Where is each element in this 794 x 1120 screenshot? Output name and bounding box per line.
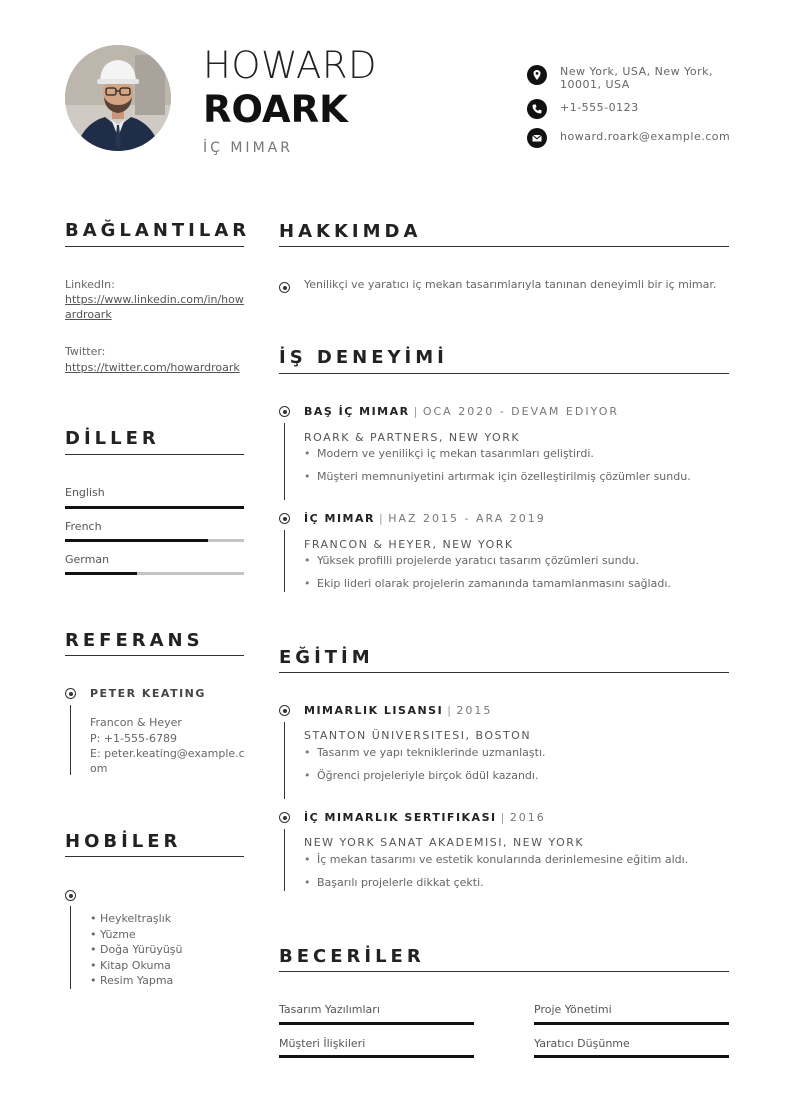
job-header <box>304 405 619 418</box>
language-level-bar <box>65 506 244 509</box>
education-bullet <box>304 746 546 759</box>
language-level-fill <box>65 539 208 542</box>
twitter-link[interactable]: https://twitter.com/howardroark <box>65 361 240 374</box>
skill-name: Yaratıcı Düşünme <box>534 1037 630 1050</box>
skills-divider <box>279 971 729 972</box>
education-section-title: EĞİTİM <box>279 647 374 668</box>
phone-icon <box>527 99 547 119</box>
education-bullet-text: Öğrenci projeleriyle birçok ödül kazandı. <box>317 769 539 782</box>
education-bullet <box>304 769 538 782</box>
job-date: OCA 2020 - DEVAM EDIYOR <box>422 405 619 418</box>
job-company: ROARK & PARTNERS, NEW YORK <box>304 431 521 444</box>
skill-level-bar <box>534 1022 729 1025</box>
hobbies-marker-icon <box>65 890 76 901</box>
job-title: İÇ MIMAR <box>203 140 293 156</box>
reference-name: PETER KEATING <box>90 687 206 700</box>
twitter-label: Twitter: <box>65 345 106 358</box>
languages-divider <box>65 454 244 455</box>
skill-name: Müşteri İlişkileri <box>279 1037 366 1050</box>
language-level-fill <box>65 506 244 509</box>
skill-name: Tasarım Yazılımları <box>279 1003 380 1016</box>
profile-photo <box>65 45 171 151</box>
skill-level-bar <box>279 1022 474 1025</box>
education-degree: İÇ MIMARLIK SERTIFIKASI <box>304 811 497 824</box>
contact-location-text: New York, USA, New York, 10001, USA <box>560 65 713 91</box>
job-timeline-line <box>284 530 285 592</box>
education-bullet-text: Tasarım ve yapı tekniklerinde uzmanlaştı. <box>317 746 546 759</box>
job-role: BAŞ İÇ MIMAR <box>304 405 410 418</box>
contact-email-text: howard.roark@example.com <box>560 130 731 143</box>
reference-timeline-line <box>70 705 71 775</box>
references-divider <box>65 655 244 656</box>
avatar <box>65 45 171 151</box>
about-text: Yenilikçi ve yaratıcı iç mekan tasarımlarıyla tanınan deneyimli bir iç mimar. <box>304 278 717 291</box>
bullet-icon: • <box>304 746 311 759</box>
job-bullet <box>304 447 594 460</box>
contact-location <box>527 65 737 91</box>
links-divider <box>65 246 244 247</box>
bullet-icon: • <box>304 876 311 889</box>
education-timeline-line <box>284 829 285 891</box>
education-date: 2015 <box>456 704 493 717</box>
hobby-item: • Yüzme <box>90 927 136 941</box>
bullet-icon: • <box>304 577 311 590</box>
languages-section-title: DİLLER <box>65 428 160 449</box>
links-section-title: BAĞLANTILAR <box>65 220 251 241</box>
experience-divider <box>279 373 729 374</box>
about-marker-icon <box>279 282 290 293</box>
education-school: NEW YORK SANAT AKADEMISI, NEW YORK <box>304 836 585 849</box>
bullet-icon: • <box>304 853 311 866</box>
job-bullet-text: Müşteri memnuniyetini artırmak için özelleştirilmiş çözümler sundu. <box>317 470 691 483</box>
language-name: English <box>65 486 105 499</box>
education-date: 2016 <box>509 811 546 824</box>
skill-name: Proje Yönetimi <box>534 1003 612 1016</box>
job-company: FRANCON & HEYER, NEW YORK <box>304 538 514 551</box>
job-separator: | <box>413 405 419 418</box>
job-bullet-text: Yüksek profilli projelerde yaratıcı tasarım çözümleri sundu. <box>317 554 640 567</box>
skills-section-title: BECERİLER <box>279 946 425 967</box>
reference-marker-icon <box>65 688 76 699</box>
education-divider <box>279 672 729 673</box>
linkedin-label: LinkedIn: <box>65 278 115 291</box>
job-role: İÇ MIMAR <box>304 512 375 525</box>
hobby-item: • Doğa Yürüyüşü <box>90 943 183 956</box>
education-bullet-text: Başarılı projelerle dikkat çekti. <box>317 876 484 889</box>
linkedin-link[interactable]: https://www.linkedin.com/in/howardroark <box>65 293 244 321</box>
skill-level-fill <box>279 1022 474 1025</box>
education-degree: MIMARLIK LISANSI <box>304 704 444 717</box>
education-bullet-text: İç mekan tasarımı ve estetik konularında derinlemesine eğitim aldı. <box>317 853 689 866</box>
skill-level-fill <box>279 1055 474 1058</box>
bullet-icon: • <box>304 554 311 567</box>
language-name: French <box>65 520 102 533</box>
skill-level-fill <box>534 1022 729 1025</box>
hobby-item: • Heykeltraşlık <box>90 912 172 925</box>
education-timeline-line <box>284 722 285 799</box>
reference-email: E: peter.keating@example.com <box>90 747 245 775</box>
education-bullet <box>304 876 484 889</box>
job-bullet <box>304 470 691 483</box>
contact-phone <box>527 99 737 119</box>
last-name: ROARK <box>203 88 348 131</box>
skill-level-bar <box>534 1055 729 1058</box>
job-separator: | <box>378 512 385 525</box>
education-bullet <box>304 853 688 866</box>
language-level-bar <box>65 572 244 575</box>
skill-level-bar <box>279 1055 474 1058</box>
language-name: German <box>65 553 110 566</box>
education-header <box>304 704 492 717</box>
education-separator: | <box>500 811 506 824</box>
bullet-icon: • <box>304 769 311 782</box>
hobbies-list <box>90 911 183 989</box>
contact-email <box>527 128 737 148</box>
education-separator: | <box>447 704 453 717</box>
job-bullet-text: Modern ve yenilikçi iç mekan tasarımları geliştirdi. <box>317 447 594 460</box>
about-divider <box>279 246 729 247</box>
first-name: HOWARD <box>203 44 378 87</box>
contact-phone-text: +1-555-0123 <box>560 101 639 114</box>
education-header <box>304 811 546 824</box>
language-level-bar <box>65 539 244 542</box>
hobbies-section-title: HOBİLER <box>65 831 182 852</box>
reference-phone: P: +1-555-6789 <box>90 732 177 745</box>
education-marker-icon <box>279 705 290 716</box>
job-bullet <box>304 554 639 567</box>
references-section-title: REFERANS <box>65 630 204 651</box>
education-school: STANTON ÜNIVERSITESI, BOSTON <box>304 729 532 742</box>
hobbies-divider <box>65 856 244 857</box>
skill-level-fill <box>534 1055 729 1058</box>
hobbies-timeline-line <box>70 906 71 989</box>
envelope-icon <box>527 128 547 148</box>
hobby-item: • Kitap Okuma <box>90 958 171 972</box>
job-marker-icon <box>279 406 290 417</box>
job-marker-icon <box>279 513 290 524</box>
hobby-item: • Resim Yapma <box>90 974 174 987</box>
about-section-title: HAKKIMDA <box>279 221 422 242</box>
language-level-fill <box>65 572 137 575</box>
job-bullet-text: Ekip lideri olarak projelerin zamanında tamamlanmasını sağladı. <box>317 577 671 590</box>
job-timeline-line <box>284 423 285 500</box>
education-marker-icon <box>279 812 290 823</box>
reference-company: Francon & Heyer <box>90 716 182 729</box>
job-bullet <box>304 577 671 590</box>
job-date: HAZ 2015 - ARA 2019 <box>388 512 546 525</box>
experience-section-title: İŞ DENEYİMİ <box>279 347 448 368</box>
bullet-icon: • <box>304 447 311 460</box>
job-header <box>304 512 546 525</box>
bullet-icon: • <box>304 470 311 483</box>
location-pin-icon <box>527 65 547 85</box>
